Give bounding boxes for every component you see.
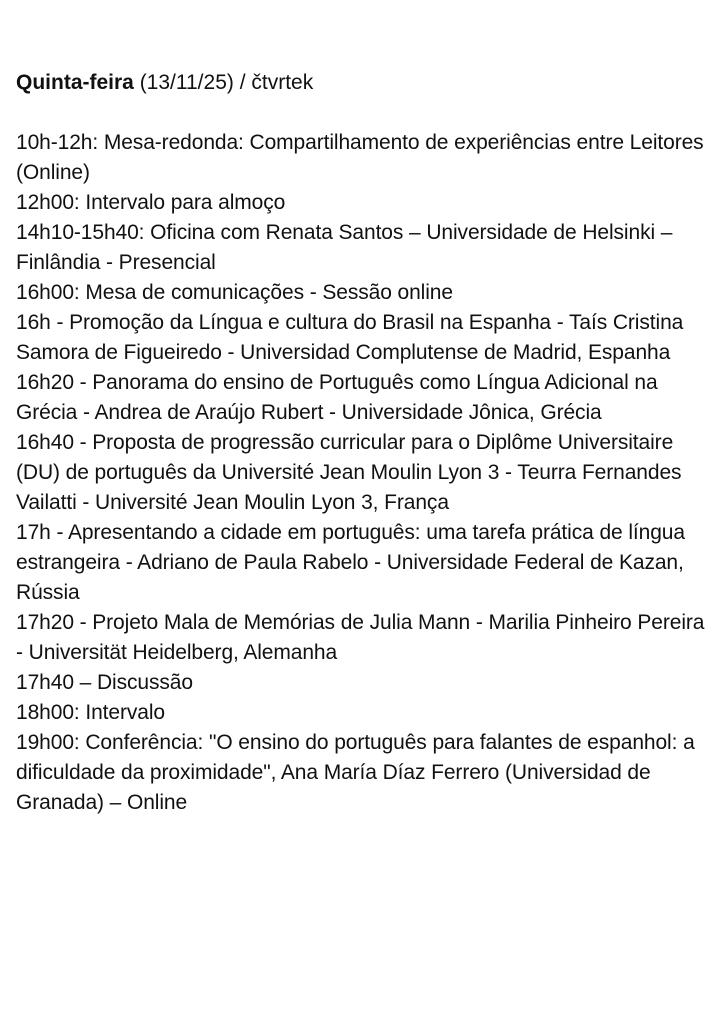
schedule-item: 19h00: Conferência: "O ensino do português para falantes de espanhol: a dificuldade da proximidade", Ana María Díaz Ferrero (Universidad de Granada) – Online (16, 731, 695, 814)
schedule-item: 16h00: Mesa de comunicações - Sessão online (16, 281, 453, 304)
schedule-item: 17h20 - Projeto Mala de Memórias de Julia Mann - Marilia Pinheiro Pereira - Universität Heidelberg, Alemanha (16, 611, 705, 664)
schedule-list (16, 128, 712, 818)
schedule-item: 17h - Apresentando a cidade em português: uma tarefa prática de língua estrangeira - Adriano de Paula Rabelo - Universidade Federal de Kazan, Rússia (16, 521, 685, 604)
schedule-item: 10h-12h: Mesa-redonda: Compartilhamento de experiências entre Leitores (Online) (16, 131, 704, 184)
schedule-item: 14h10-15h40: Oficina com Renata Santos – Universidade de Helsinki – Finlândia - Presencial (16, 221, 673, 274)
day-date: (13/11/25) / čtvrtek (133, 71, 314, 94)
schedule-item: 12h00: Intervalo para almoço (16, 191, 286, 214)
schedule-item: 16h40 - Proposta de progressão curricular para o Diplôme Universitaire (DU) de português da Université Jean Moulin Lyon 3 - Teurra Fernandes Vailatti - Université Jean Moulin Lyon 3, França (16, 431, 682, 514)
schedule-item: 17h40 – Discussão (16, 671, 193, 694)
day-name: Quinta-feira (16, 71, 134, 94)
day-heading (16, 68, 712, 98)
schedule-item: 16h - Promoção da Língua e cultura do Brasil na Espanha - Taís Cristina Samora de Figueiredo - Universidad Complutense de Madrid, Espanha (16, 311, 684, 364)
spacer (16, 98, 712, 128)
schedule-item: 18h00: Intervalo (16, 701, 166, 724)
document-page (16, 68, 712, 818)
schedule-item: 16h20 - Panorama do ensino de Português como Língua Adicional na Grécia - Andrea de Araújo Rubert - Universidade Jônica, Grécia (16, 371, 658, 424)
